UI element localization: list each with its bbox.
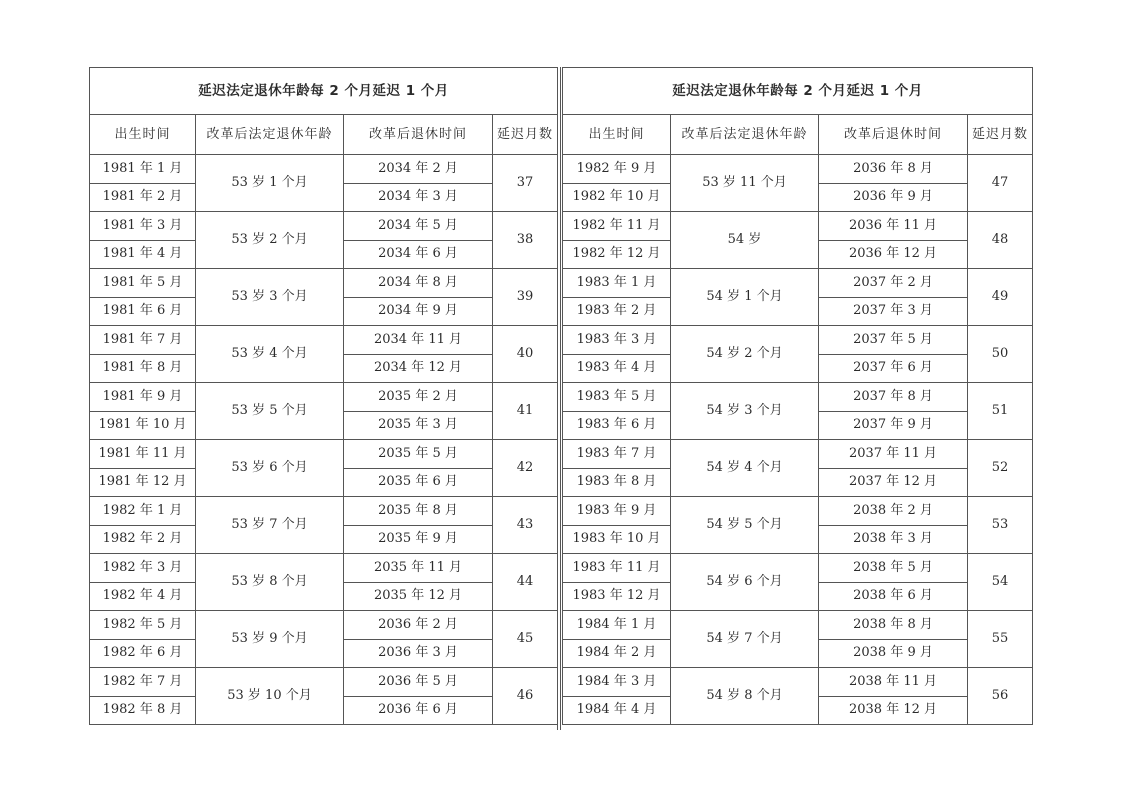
table-row <box>563 383 1033 412</box>
retirement-age-cell: 53 岁 2 个月 <box>196 212 344 269</box>
table-title-row <box>90 68 558 115</box>
table-row <box>90 440 558 469</box>
birth-date-cell: 1984 年 1 月 <box>563 611 671 640</box>
retirement-age-cell: 54 岁 7 个月 <box>671 611 819 668</box>
table-header-row <box>90 115 558 155</box>
retirement-date-cell: 2034 年 2 月 <box>344 155 493 184</box>
header-delay-months: 延迟月数 <box>493 115 558 155</box>
delay-months-cell: 52 <box>968 440 1033 497</box>
delay-months-cell: 45 <box>493 611 558 668</box>
birth-date-cell: 1981 年 8 月 <box>90 354 196 383</box>
retirement-date-cell: 2037 年 2 月 <box>819 269 968 298</box>
birth-date-cell: 1982 年 4 月 <box>90 582 196 611</box>
birth-date-cell: 1983 年 4 月 <box>563 354 671 383</box>
birth-date-cell: 1983 年 2 月 <box>563 297 671 326</box>
delay-months-cell: 56 <box>968 668 1033 725</box>
table-row <box>90 155 558 184</box>
birth-date-cell: 1981 年 12 月 <box>90 468 196 497</box>
table-row <box>563 326 1033 355</box>
retirement-date-cell: 2036 年 2 月 <box>344 611 493 640</box>
header-retire-time: 改革后退休时间 <box>344 115 493 155</box>
retirement-date-cell: 2038 年 2 月 <box>819 497 968 526</box>
table-row <box>90 668 558 697</box>
delay-months-cell: 40 <box>493 326 558 383</box>
table-divider <box>557 67 561 730</box>
birth-date-cell: 1981 年 2 月 <box>90 183 196 212</box>
retirement-date-cell: 2037 年 12 月 <box>819 468 968 497</box>
retirement-date-cell: 2035 年 2 月 <box>344 383 493 412</box>
birth-date-cell: 1981 年 5 月 <box>90 269 196 298</box>
table-row <box>90 326 558 355</box>
header-retire-time: 改革后退休时间 <box>819 115 968 155</box>
retirement-date-cell: 2035 年 5 月 <box>344 440 493 469</box>
retirement-age-cell: 54 岁 6 个月 <box>671 554 819 611</box>
retirement-date-cell: 2034 年 9 月 <box>344 297 493 326</box>
retirement-date-cell: 2037 年 5 月 <box>819 326 968 355</box>
retirement-date-cell: 2038 年 5 月 <box>819 554 968 583</box>
retirement-age-cell: 53 岁 11 个月 <box>671 155 819 212</box>
delay-months-cell: 53 <box>968 497 1033 554</box>
delay-months-cell: 46 <box>493 668 558 725</box>
retirement-date-cell: 2035 年 6 月 <box>344 468 493 497</box>
table-row <box>563 440 1033 469</box>
retirement-date-cell: 2035 年 8 月 <box>344 497 493 526</box>
table-row <box>90 497 558 526</box>
birth-date-cell: 1981 年 9 月 <box>90 383 196 412</box>
retirement-date-cell: 2036 年 12 月 <box>819 240 968 269</box>
retirement-age-cell: 54 岁 1 个月 <box>671 269 819 326</box>
retirement-date-cell: 2038 年 12 月 <box>819 696 968 725</box>
birth-date-cell: 1981 年 3 月 <box>90 212 196 241</box>
table-row <box>563 497 1033 526</box>
retirement-date-cell: 2034 年 5 月 <box>344 212 493 241</box>
birth-date-cell: 1981 年 10 月 <box>90 411 196 440</box>
retirement-date-cell: 2038 年 3 月 <box>819 525 968 554</box>
left-table-body <box>90 68 558 725</box>
table-row <box>90 212 558 241</box>
delay-months-cell: 37 <box>493 155 558 212</box>
retirement-date-cell: 2035 年 11 月 <box>344 554 493 583</box>
table-row <box>563 269 1033 298</box>
right-retirement-table-container <box>562 67 1033 725</box>
birth-date-cell: 1983 年 11 月 <box>563 554 671 583</box>
birth-date-cell: 1981 年 1 月 <box>90 155 196 184</box>
retirement-date-cell: 2034 年 3 月 <box>344 183 493 212</box>
retirement-date-cell: 2038 年 6 月 <box>819 582 968 611</box>
delay-months-cell: 44 <box>493 554 558 611</box>
left-retirement-table <box>89 67 558 725</box>
table-title: 延迟法定退休年龄每 2 个月延迟 1 个月 <box>90 68 558 115</box>
birth-date-cell: 1983 年 7 月 <box>563 440 671 469</box>
retirement-date-cell: 2035 年 9 月 <box>344 525 493 554</box>
table-row <box>90 269 558 298</box>
birth-date-cell: 1983 年 10 月 <box>563 525 671 554</box>
retirement-age-cell: 53 岁 4 个月 <box>196 326 344 383</box>
retirement-date-cell: 2036 年 11 月 <box>819 212 968 241</box>
table-row <box>563 668 1033 697</box>
header-birth-time: 出生时间 <box>563 115 671 155</box>
retirement-age-cell: 53 岁 7 个月 <box>196 497 344 554</box>
retirement-date-cell: 2037 年 8 月 <box>819 383 968 412</box>
retirement-date-cell: 2037 年 6 月 <box>819 354 968 383</box>
retirement-date-cell: 2036 年 9 月 <box>819 183 968 212</box>
delay-months-cell: 51 <box>968 383 1033 440</box>
table-row <box>90 383 558 412</box>
retirement-age-cell: 53 岁 3 个月 <box>196 269 344 326</box>
delay-months-cell: 38 <box>493 212 558 269</box>
table-title-row <box>563 68 1033 115</box>
birth-date-cell: 1982 年 9 月 <box>563 155 671 184</box>
retirement-date-cell: 2035 年 12 月 <box>344 582 493 611</box>
retirement-age-cell: 53 岁 9 个月 <box>196 611 344 668</box>
retirement-age-cell: 53 岁 6 个月 <box>196 440 344 497</box>
birth-date-cell: 1983 年 6 月 <box>563 411 671 440</box>
birth-date-cell: 1982 年 2 月 <box>90 525 196 554</box>
table-row <box>563 611 1033 640</box>
delay-months-cell: 50 <box>968 326 1033 383</box>
header-delay-months: 延迟月数 <box>968 115 1033 155</box>
retirement-date-cell: 2038 年 11 月 <box>819 668 968 697</box>
birth-date-cell: 1981 年 11 月 <box>90 440 196 469</box>
header-birth-time: 出生时间 <box>90 115 196 155</box>
retirement-date-cell: 2037 年 11 月 <box>819 440 968 469</box>
retirement-date-cell: 2038 年 8 月 <box>819 611 968 640</box>
retirement-age-cell: 53 岁 5 个月 <box>196 383 344 440</box>
birth-date-cell: 1981 年 6 月 <box>90 297 196 326</box>
birth-date-cell: 1983 年 12 月 <box>563 582 671 611</box>
birth-date-cell: 1983 年 8 月 <box>563 468 671 497</box>
retirement-date-cell: 2036 年 6 月 <box>344 696 493 725</box>
table-row <box>563 212 1033 241</box>
retirement-age-cell: 54 岁 5 个月 <box>671 497 819 554</box>
birth-date-cell: 1982 年 6 月 <box>90 639 196 668</box>
retirement-date-cell: 2037 年 3 月 <box>819 297 968 326</box>
retirement-date-cell: 2036 年 3 月 <box>344 639 493 668</box>
birth-date-cell: 1982 年 5 月 <box>90 611 196 640</box>
delay-months-cell: 41 <box>493 383 558 440</box>
birth-date-cell: 1982 年 3 月 <box>90 554 196 583</box>
delay-months-cell: 47 <box>968 155 1033 212</box>
birth-date-cell: 1983 年 3 月 <box>563 326 671 355</box>
delay-months-cell: 54 <box>968 554 1033 611</box>
left-retirement-table-container <box>89 67 558 725</box>
table-row <box>563 155 1033 184</box>
delay-months-cell: 39 <box>493 269 558 326</box>
birth-date-cell: 1984 年 4 月 <box>563 696 671 725</box>
delay-months-cell: 43 <box>493 497 558 554</box>
table-header-row <box>563 115 1033 155</box>
table-row <box>90 554 558 583</box>
delay-months-cell: 49 <box>968 269 1033 326</box>
retirement-age-cell: 54 岁 2 个月 <box>671 326 819 383</box>
header-legal-age: 改革后法定退休年龄 <box>196 115 344 155</box>
birth-date-cell: 1982 年 12 月 <box>563 240 671 269</box>
retirement-age-cell: 54 岁 3 个月 <box>671 383 819 440</box>
birth-date-cell: 1982 年 10 月 <box>563 183 671 212</box>
right-retirement-table <box>562 67 1033 725</box>
birth-date-cell: 1984 年 3 月 <box>563 668 671 697</box>
delay-months-cell: 42 <box>493 440 558 497</box>
table-row <box>90 611 558 640</box>
delay-months-cell: 48 <box>968 212 1033 269</box>
retirement-age-cell: 53 岁 10 个月 <box>196 668 344 725</box>
retirement-age-cell: 54 岁 4 个月 <box>671 440 819 497</box>
right-table-body <box>563 68 1033 725</box>
delay-months-cell: 55 <box>968 611 1033 668</box>
birth-date-cell: 1983 年 5 月 <box>563 383 671 412</box>
retirement-age-cell: 54 岁 <box>671 212 819 269</box>
retirement-date-cell: 2037 年 9 月 <box>819 411 968 440</box>
birth-date-cell: 1982 年 7 月 <box>90 668 196 697</box>
birth-date-cell: 1984 年 2 月 <box>563 639 671 668</box>
retirement-age-cell: 53 岁 8 个月 <box>196 554 344 611</box>
birth-date-cell: 1983 年 1 月 <box>563 269 671 298</box>
birth-date-cell: 1981 年 4 月 <box>90 240 196 269</box>
table-row <box>563 554 1033 583</box>
birth-date-cell: 1982 年 1 月 <box>90 497 196 526</box>
retirement-date-cell: 2034 年 6 月 <box>344 240 493 269</box>
birth-date-cell: 1981 年 7 月 <box>90 326 196 355</box>
birth-date-cell: 1982 年 11 月 <box>563 212 671 241</box>
retirement-date-cell: 2034 年 8 月 <box>344 269 493 298</box>
retirement-date-cell: 2035 年 3 月 <box>344 411 493 440</box>
retirement-date-cell: 2038 年 9 月 <box>819 639 968 668</box>
retirement-date-cell: 2034 年 12 月 <box>344 354 493 383</box>
retirement-date-cell: 2036 年 8 月 <box>819 155 968 184</box>
retirement-date-cell: 2036 年 5 月 <box>344 668 493 697</box>
birth-date-cell: 1983 年 9 月 <box>563 497 671 526</box>
birth-date-cell: 1982 年 8 月 <box>90 696 196 725</box>
retirement-age-cell: 53 岁 1 个月 <box>196 155 344 212</box>
retirement-date-cell: 2034 年 11 月 <box>344 326 493 355</box>
table-title: 延迟法定退休年龄每 2 个月延迟 1 个月 <box>563 68 1033 115</box>
retirement-age-cell: 54 岁 8 个月 <box>671 668 819 725</box>
header-legal-age: 改革后法定退休年龄 <box>671 115 819 155</box>
